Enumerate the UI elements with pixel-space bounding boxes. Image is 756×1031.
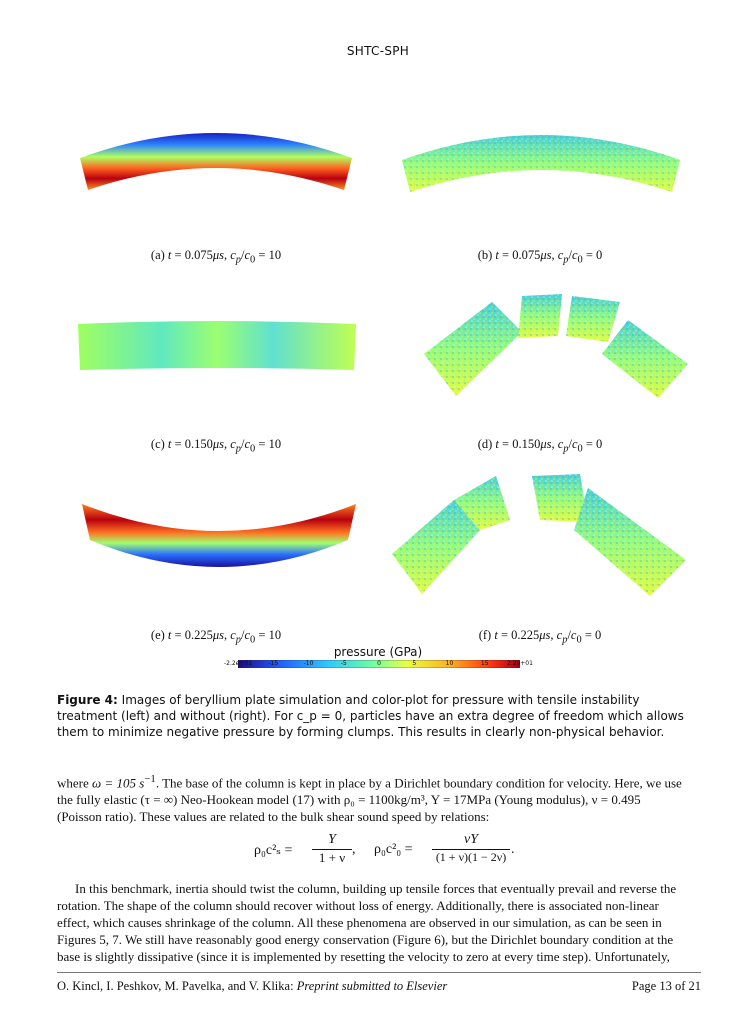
panel-b-image [398,118,684,200]
equation: ρ₀c²ₛ = Y 1 + ν , ρ₀c²₀ = νY (1 + ν)(1 − 2ν) . [254,832,515,865]
panel-c-image [76,320,358,374]
figure-label: Figure 4: [57,693,118,707]
colorbar-tick: -15 [268,660,279,667]
paragraph-2-cont: rotation. The shape of the column should recover without loss of energy. Additionally, there is associated non-linear effect, which causes shrinkage of the column. All these phenomena are observed in our simulation, as can be seen in Figures 5, 7. We still have reasonably good energy conservation (Figure 6), but the Dirichlet boundary condition at the base is slightly dissipative (since it is implemented by resetting the velocity to zero at every time step). Unfortunately, [57,898,674,964]
colorbar-ticks [223,660,533,670]
figure-caption [57,692,701,740]
footer-rule [57,972,701,973]
colorbar-tick: 0 [377,660,381,667]
page-number: Page 13 of 21 [631,979,701,993]
footer-authors: O. Kincl, I. Peshkov, M. Pavelka, and V. Klika: Preprint submitted to Elsevier [57,979,448,993]
colorbar-tick: -2.2e+01 [223,660,253,667]
caption-a: (a) t = 0.075μs, $c_p/c_0 = 10$ [150,248,282,266]
caption-f: (f) t = 0.225μs, $c_p/c_0 = 0$ [478,628,602,646]
panel-f-image [388,470,690,598]
caption-d: (d) t = 0.150μs, $c_p/c_0 = 0$ [477,437,603,455]
paragraph-2: In this benchmark, inertia should twist the column, building up tensile forces that eventually prevail and reverse the [75,881,677,896]
caption-c: (c) t = 0.150μs, $c_p/c_0 = 10$ [150,437,282,455]
caption-e: (e) t = 0.225μs, $c_p/c_0 = 10$ [150,628,282,646]
paragraph-1: where ω = 105 $s^{-1}$. The base of the column is kept in place by a Dirichlet boundary condition for velocity. Here, we use the fully elastic (τ = ∞) Neo-Hookean model (17) with ρ₀ = 1100kg/m³, Y = 17MPa (Young modulus), ν = 0.495 (Poisson ratio). These values are related to the bulk shear sound speed by relations: [57,773,682,825]
running-header: SHTC-SPH [346,44,410,58]
figure-caption-text: Images of beryllium plate simulation and color-plot for pressure with tensile instability treatment (left) and without (right). For c_p = 0, particles have an extra degree of freedom which allows them to minimize negative pressure by forming clumps. This results in clearly non-physical behavior. [57,693,684,739]
caption-b: (b) t = 0.075μs, $c_p/c_0 = 0$ [477,248,603,266]
panel-a-image [76,118,356,198]
colorbar-tick: 2.2e+01 [507,660,533,667]
panel-e-image [76,498,362,580]
colorbar-tick: 10 [445,660,454,667]
colorbar-tick: 5 [412,660,417,667]
colorbar-title: pressure (GPa) [333,645,423,659]
colorbar-tick: -5 [340,660,347,667]
colorbar-tick: 15 [480,660,489,667]
colorbar-tick: -10 [303,660,314,667]
panel-d-image [422,292,690,400]
